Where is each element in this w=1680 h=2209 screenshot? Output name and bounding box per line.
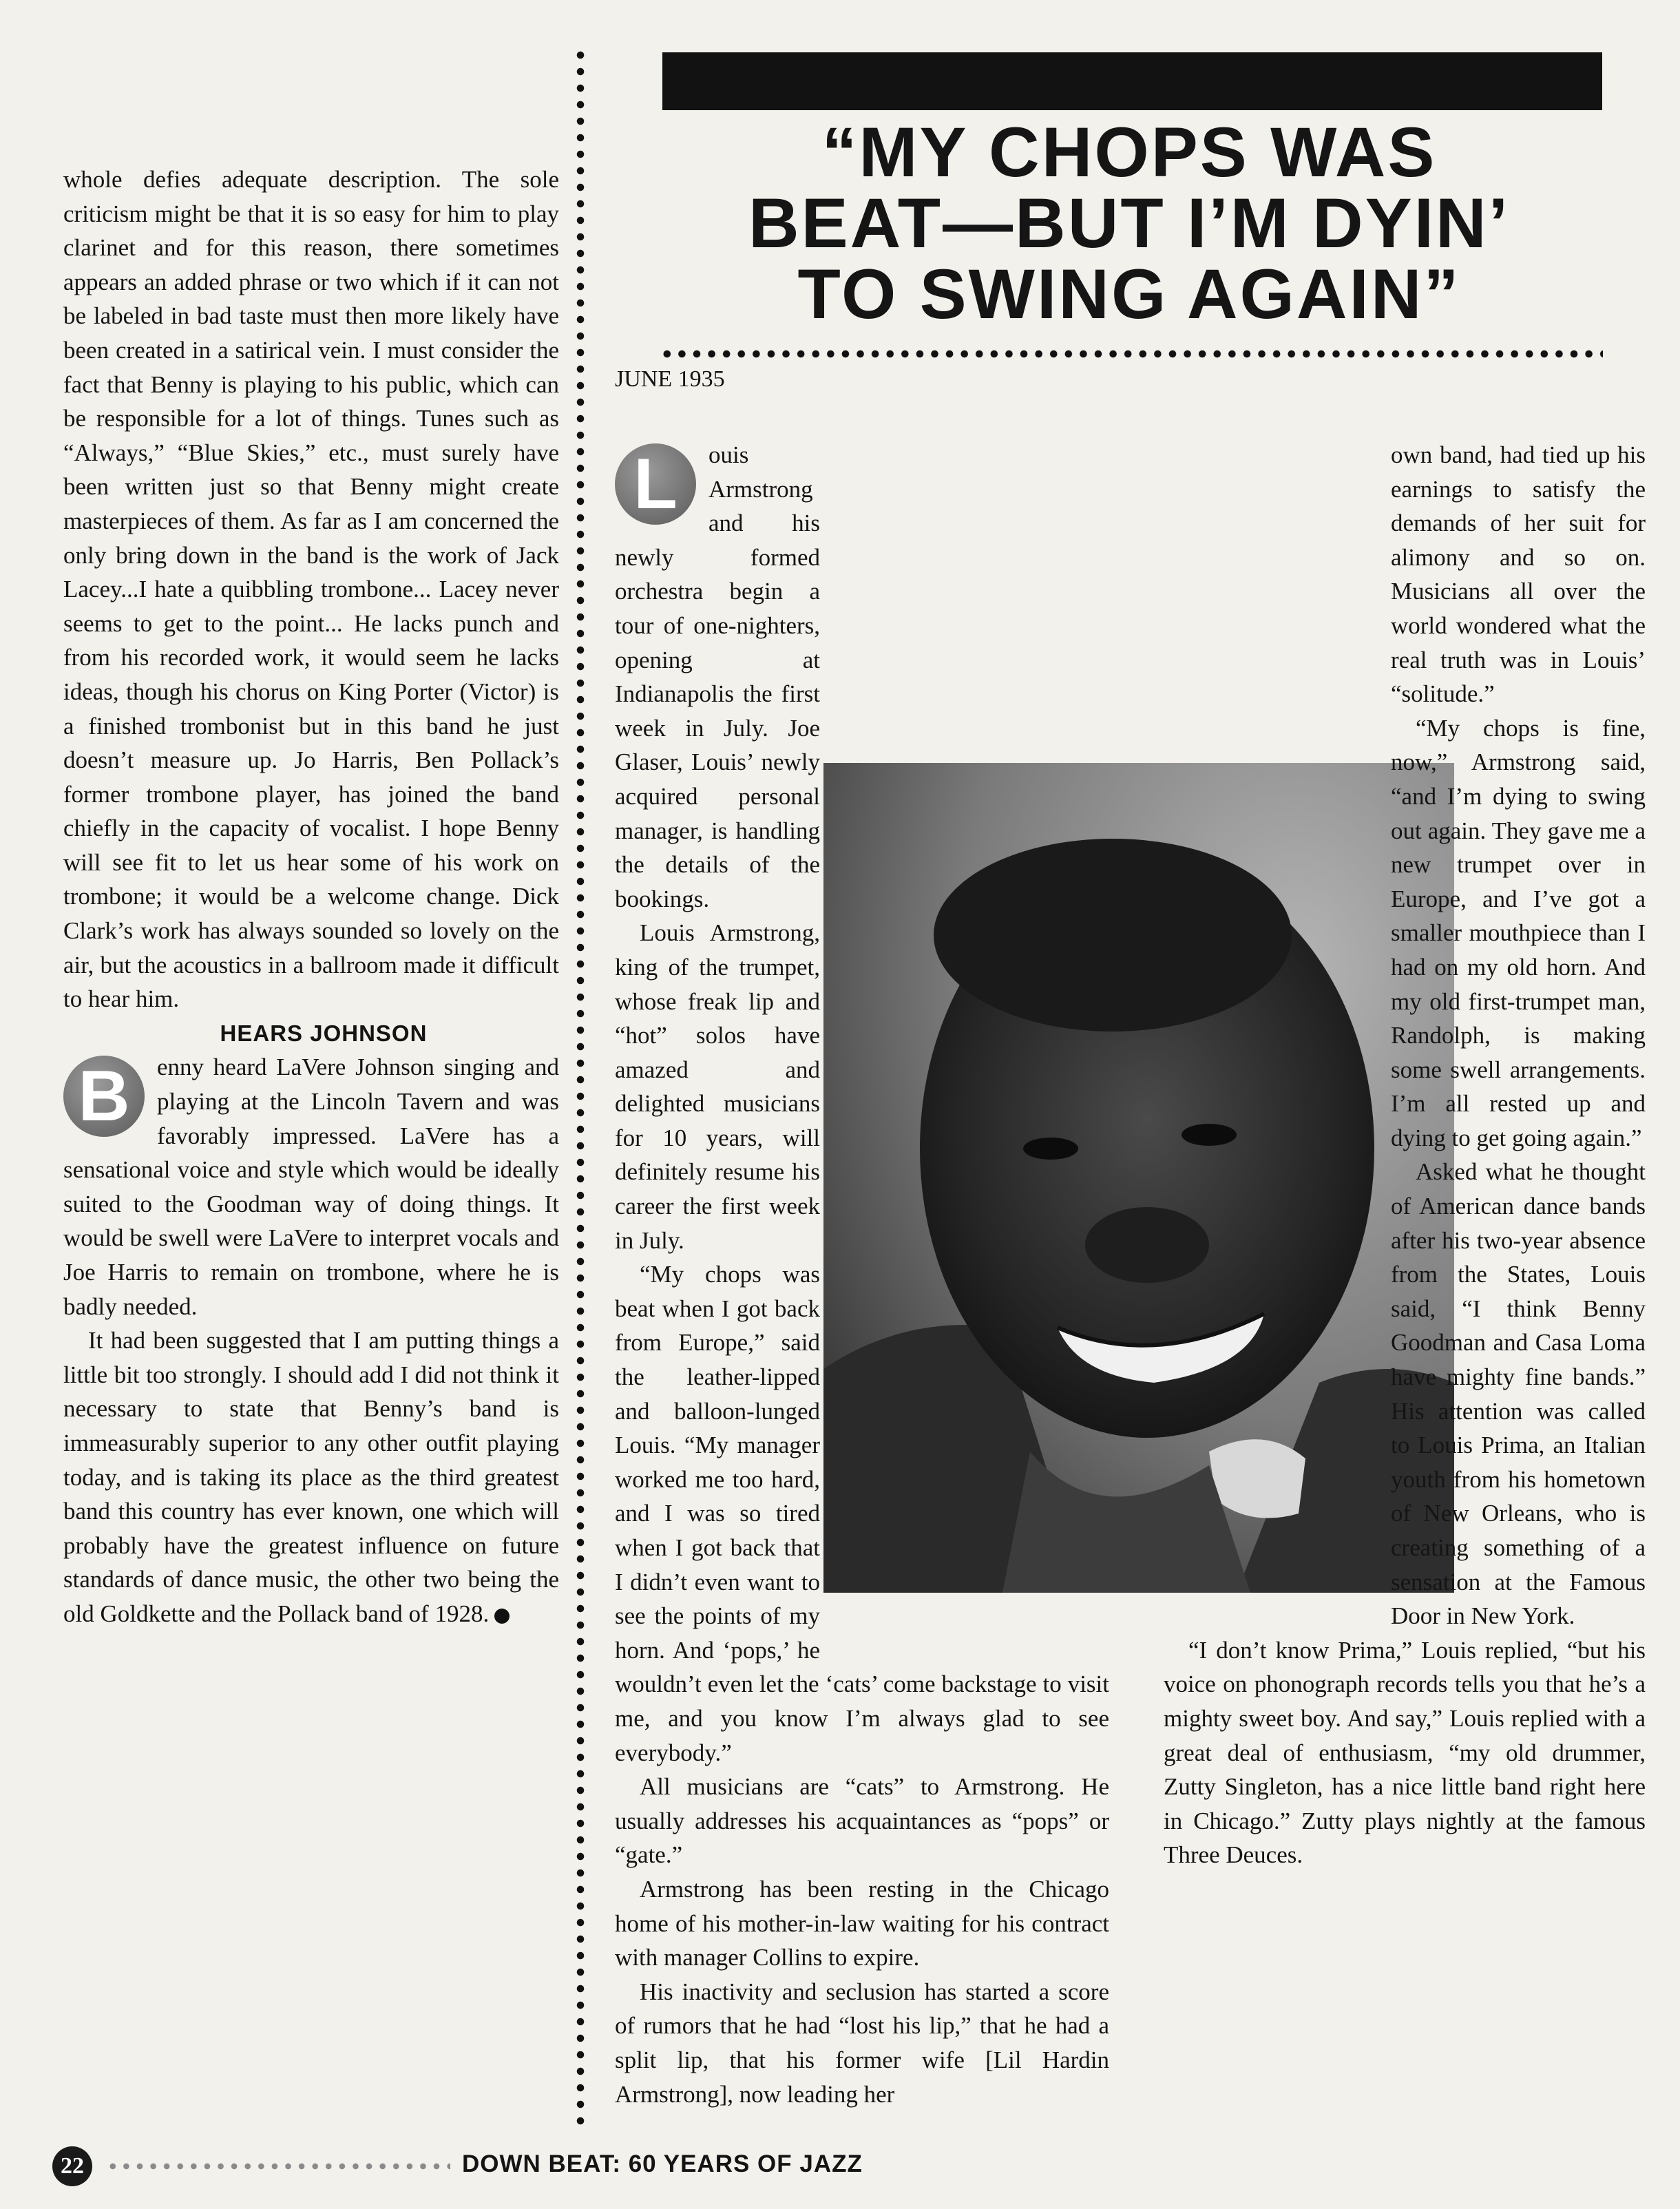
left-paragraph-text: It had been suggested that I am putting things a little bit too strongly. I should add I did not think it necessary to state that Benny’s band is immeasurably superior to any other outfit playing today, and is taking its place as the third greatest band this country has ever known, one which will probably have the greatest influence on future standards of dance music, the other two being the old Goldkette and the Pollack band of 1928.	[63, 1327, 559, 1627]
left-paragraph: whole defies adequate description. The sole criticism might be that it is so easy for him to play clarinet and for this reason, there sometimes appears an added phrase or two which if it can not be labeled in bad taste must then more likely have been created in a satirical vein. I must consider the fact that Benny is playing to his public, which can be responsible for a lot of things. Tunes such as “Always,” “Blue Skies,” etc., must surely have been written just so that Benny might create masterpieces of them. As far as I am concerned the only bring down in the band is the work of Jack Lacey...I hate a quibbling trombone... Lacey never seems to get to the point... He lacks punch and from his recorded work, it would seem he lacks ideas, though his chorus on King Porter (Victor) is a finished trombonist but in this band he just doesn’t measure up. Jo Harris, Ben Pollack’s former trombone player, has joined the band chiefly in the capacity of vocalist. I hope Benny will see fit to let us hear some of his work on trombone; it would be a welcome change. Dick Clark’s work has always sounded so lovely on the air, but the acoustics in a ballroom made it difficult to hear him.	[63, 166, 559, 1013]
article-paragraph: All musicians are “cats” to Armstrong. He usually addresses his acquaintances as “pops” or “gate.”	[615, 1773, 1109, 1869]
dateline: JUNE 1935	[615, 366, 725, 392]
article-column-middle	[615, 438, 1109, 2111]
article-paragraph: Louis Armstrong, king of the trumpet, whose freak lip and “hot” solos have amazed and delighted musicians for 10 years, will definitely resume his career the first week in July.	[615, 919, 820, 1254]
drop-cap-b: B	[63, 1056, 145, 1137]
photo-wrap-spacer	[820, 763, 1109, 1637]
article-paragraph: Asked what he thought of American dance bands after his two-year absence from the States, Louis said, “I think Benny Goodman and Casa Loma have mighty fine bands.” His attention was called to Louis Prima, an Italian youth from his hometown of New Orleans, who is creating something of a sensation at the Famous Door in New York.	[1391, 1158, 1646, 1630]
page-footer	[52, 2145, 947, 2189]
article-paragraph-text: ouis Armstrong and his newly formed orchestra begin a tour of one-nighters, opening at Indianapolis the first week in July. Joe Glaser, Louis’ newly acquired personal manager, is handling the details of the bookings.	[615, 441, 820, 912]
article-paragraph: “I don’t know Prima,” Louis replied, “but his voice on phonograph records tells you that he’s a mighty sweet boy. And say,” Louis replied with a great deal of enthusiasm, “my old drummer, Zutty Singleton, has a nice little band right here in Chicago.” Zutty plays nightly at the famous Three Deuces.	[1164, 1636, 1646, 1869]
photo-wrap-spacer	[1164, 713, 1391, 1602]
end-mark-icon	[494, 1609, 510, 1624]
left-paragraph-text: enny heard LaVere Johnson singing and playing at the Lincoln Tavern and was favorably impressed. LaVere has a sensational voice and style which would be ideally suited to the Goodman way of doing things. It would be swell were LaVere to interpret vocals and Joe Harris to remain on trombone, where he is badly needed.	[63, 1054, 559, 1320]
footer-title: DOWN BEAT: 60 YEARS OF JAZZ	[462, 2150, 863, 2177]
page-number: 22	[52, 2146, 92, 2186]
left-column	[63, 163, 559, 1631]
column-divider-dots	[576, 47, 585, 2126]
article-paragraph: “My chops is fine, now,” Armstrong said, “and I’m dying to swing out again. They gave me a new trumpet over in Europe, and I’ve got a smaller mouthpiece than I had on my old horn. And my old first-trumpet man, Randolph, is making some swell arrangements. I’m all rested up and dying to get going again.”	[1391, 714, 1646, 1151]
title-dot-rule	[660, 348, 1603, 359]
article-paragraph: His inactivity and seclusion has started a score of rumors that he had “lost his lip,” that he had a split lip, that his former wife [Lil Hardin Armstrong], now leading her	[615, 1978, 1109, 2108]
article-paragraph: Armstrong has been resting in the Chicago home of his mother-in-law waiting for his contract with manager Collins to expire.	[615, 1875, 1109, 1971]
left-paragraph	[63, 1323, 559, 1631]
left-paragraph	[63, 1050, 559, 1323]
article-paragraph: own band, had tied up his earnings to satisfy the demands of her suit for alimony and so on. Musicians all over the world wondered what the real truth was in Louis’ “solitude.”	[1391, 441, 1646, 708]
headline-line: TO SWING AGAIN”	[797, 255, 1461, 333]
headline	[620, 113, 1639, 333]
article-paragraph: “My chops was beat when I got back from Europe,” said the leather-lipped and balloon-lunged Louis. “My manager worked me too hard, and I was so tired when I got back that I didn’t even want to see the points of my horn. And ‘pops,’ he wouldn’t even let the ‘cats’ come backstage to visit me, and you know I’m always glad to see everybody.”	[615, 1261, 1109, 1766]
article-column-right	[1164, 438, 1646, 1872]
footer-dot-rule	[106, 2161, 450, 2171]
drop-cap-l: L	[615, 443, 696, 525]
subhead-hears-johnson: HEARS JOHNSON	[220, 1020, 428, 1046]
headline-line: BEAT—BUT I’M DYIN’	[748, 184, 1511, 262]
title-bar	[662, 52, 1602, 110]
headline-line: “MY CHOPS WAS	[821, 113, 1437, 191]
